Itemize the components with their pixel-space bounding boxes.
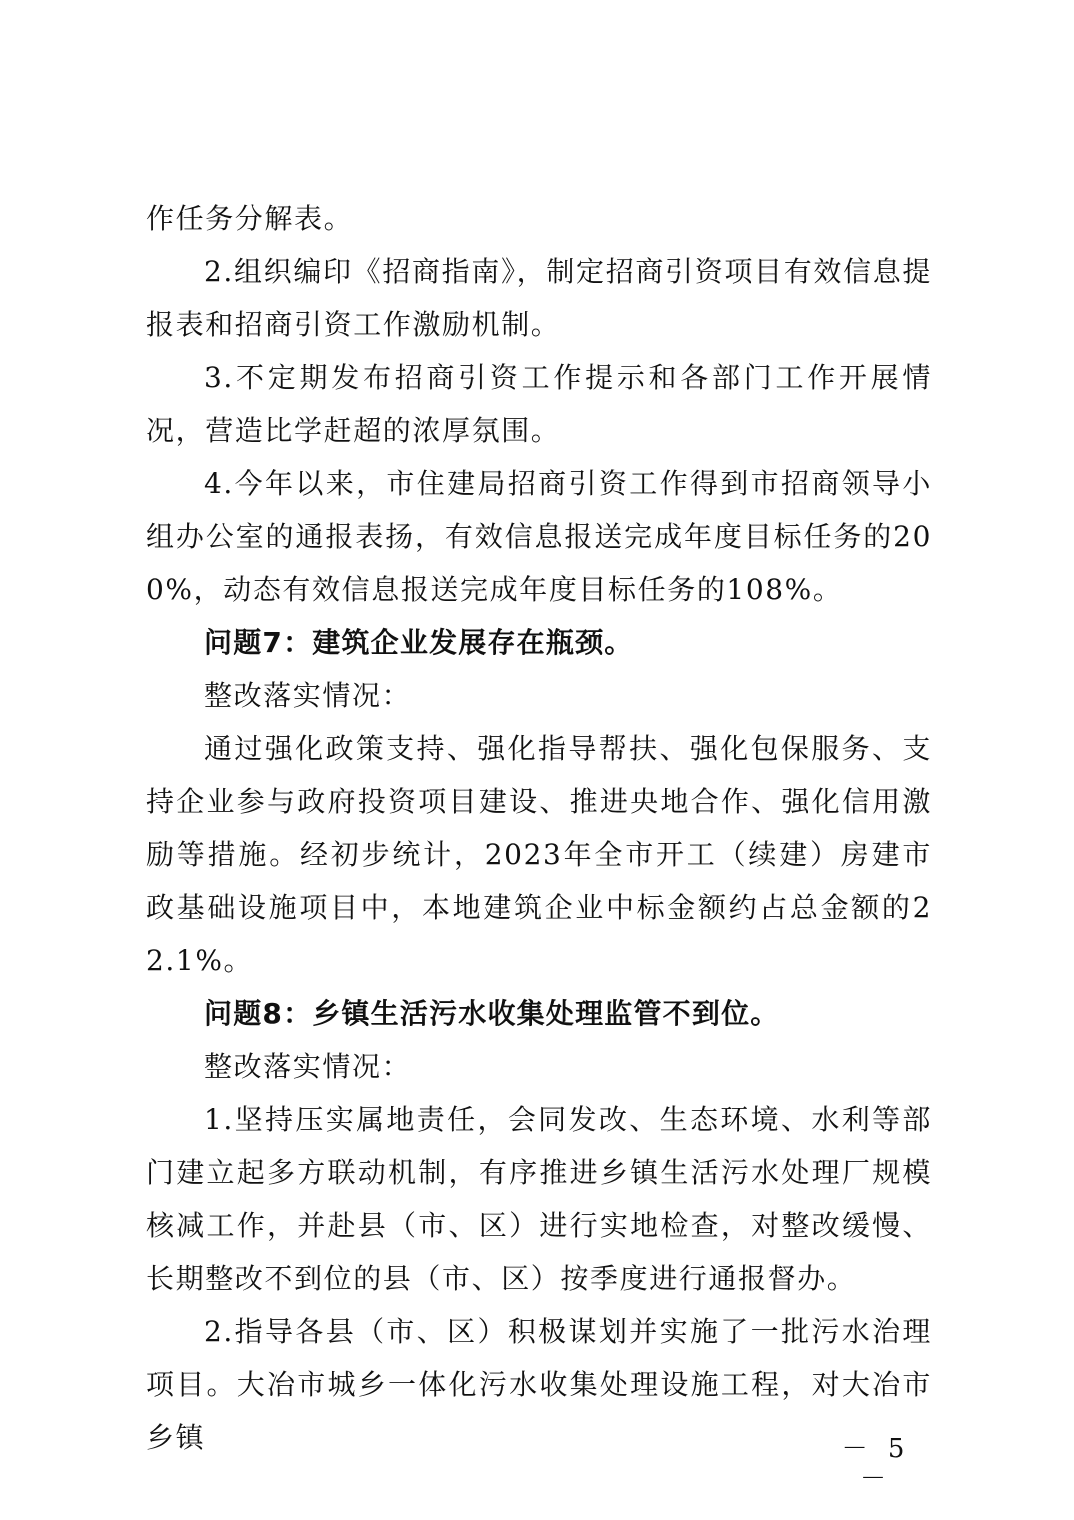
paragraph-issue-8-item-1: 1.坚持压实属地责任，会同发改、生态环境、水利等部门建立起多方联动机制，有序推进乡镇生活污水处理厂规模核减工作，并赴县（市、区）进行实地检查，对整改缓慢、长期整改不到位的县（市、区）按季度进行通报督办。 xyxy=(146,1103,932,1295)
document-body xyxy=(146,192,932,1464)
page-number: － 5 － xyxy=(841,1434,911,1494)
paragraph-issue-8-item-2: 2.指导各县（市、区）积极谋划并实施了一批污水治理项目。大冶市城乡一体化污水收集处理设施工程，对大冶市乡镇 xyxy=(146,1315,932,1454)
paragraph-item-2-guide: 2.组织编印《招商指南》，制定招商引资项目有效信息提报表和招商引资工作激励机制。 xyxy=(146,255,932,341)
paragraph-item-4-results: 4.今年以来，市住建局招商引资工作得到市招商领导小组办公室的通报表扬，有效信息报送完成年度目标任务的200%，动态有效信息报送完成年度目标任务的108%。 xyxy=(146,467,932,606)
paragraph-task-table-end: 作任务分解表。 xyxy=(146,202,354,235)
subheading-rectification-issue-8: 整改落实情况： xyxy=(204,1050,412,1083)
heading-issue-7: 问题7：建筑企业发展存在瓶颈。 xyxy=(204,626,634,659)
heading-issue-8: 问题8：乡镇生活污水收集处理监管不到位。 xyxy=(204,997,780,1030)
paragraph-issue-7-measures: 通过强化政策支持、强化指导帮扶、强化包保服务、支持企业参与政府投资项目建设、推进央地合作、强化信用激励等措施。经初步统计，2023年全市开工（续建）房建市政基础设施项目中，本地建筑企业中标金额约占总金额的22.1%。 xyxy=(146,732,932,977)
subheading-rectification-issue-7: 整改落实情况： xyxy=(204,679,412,712)
paragraph-item-3-notices: 3.不定期发布招商引资工作提示和各部门工作开展情况，营造比学赶超的浓厚氛围。 xyxy=(146,361,932,447)
